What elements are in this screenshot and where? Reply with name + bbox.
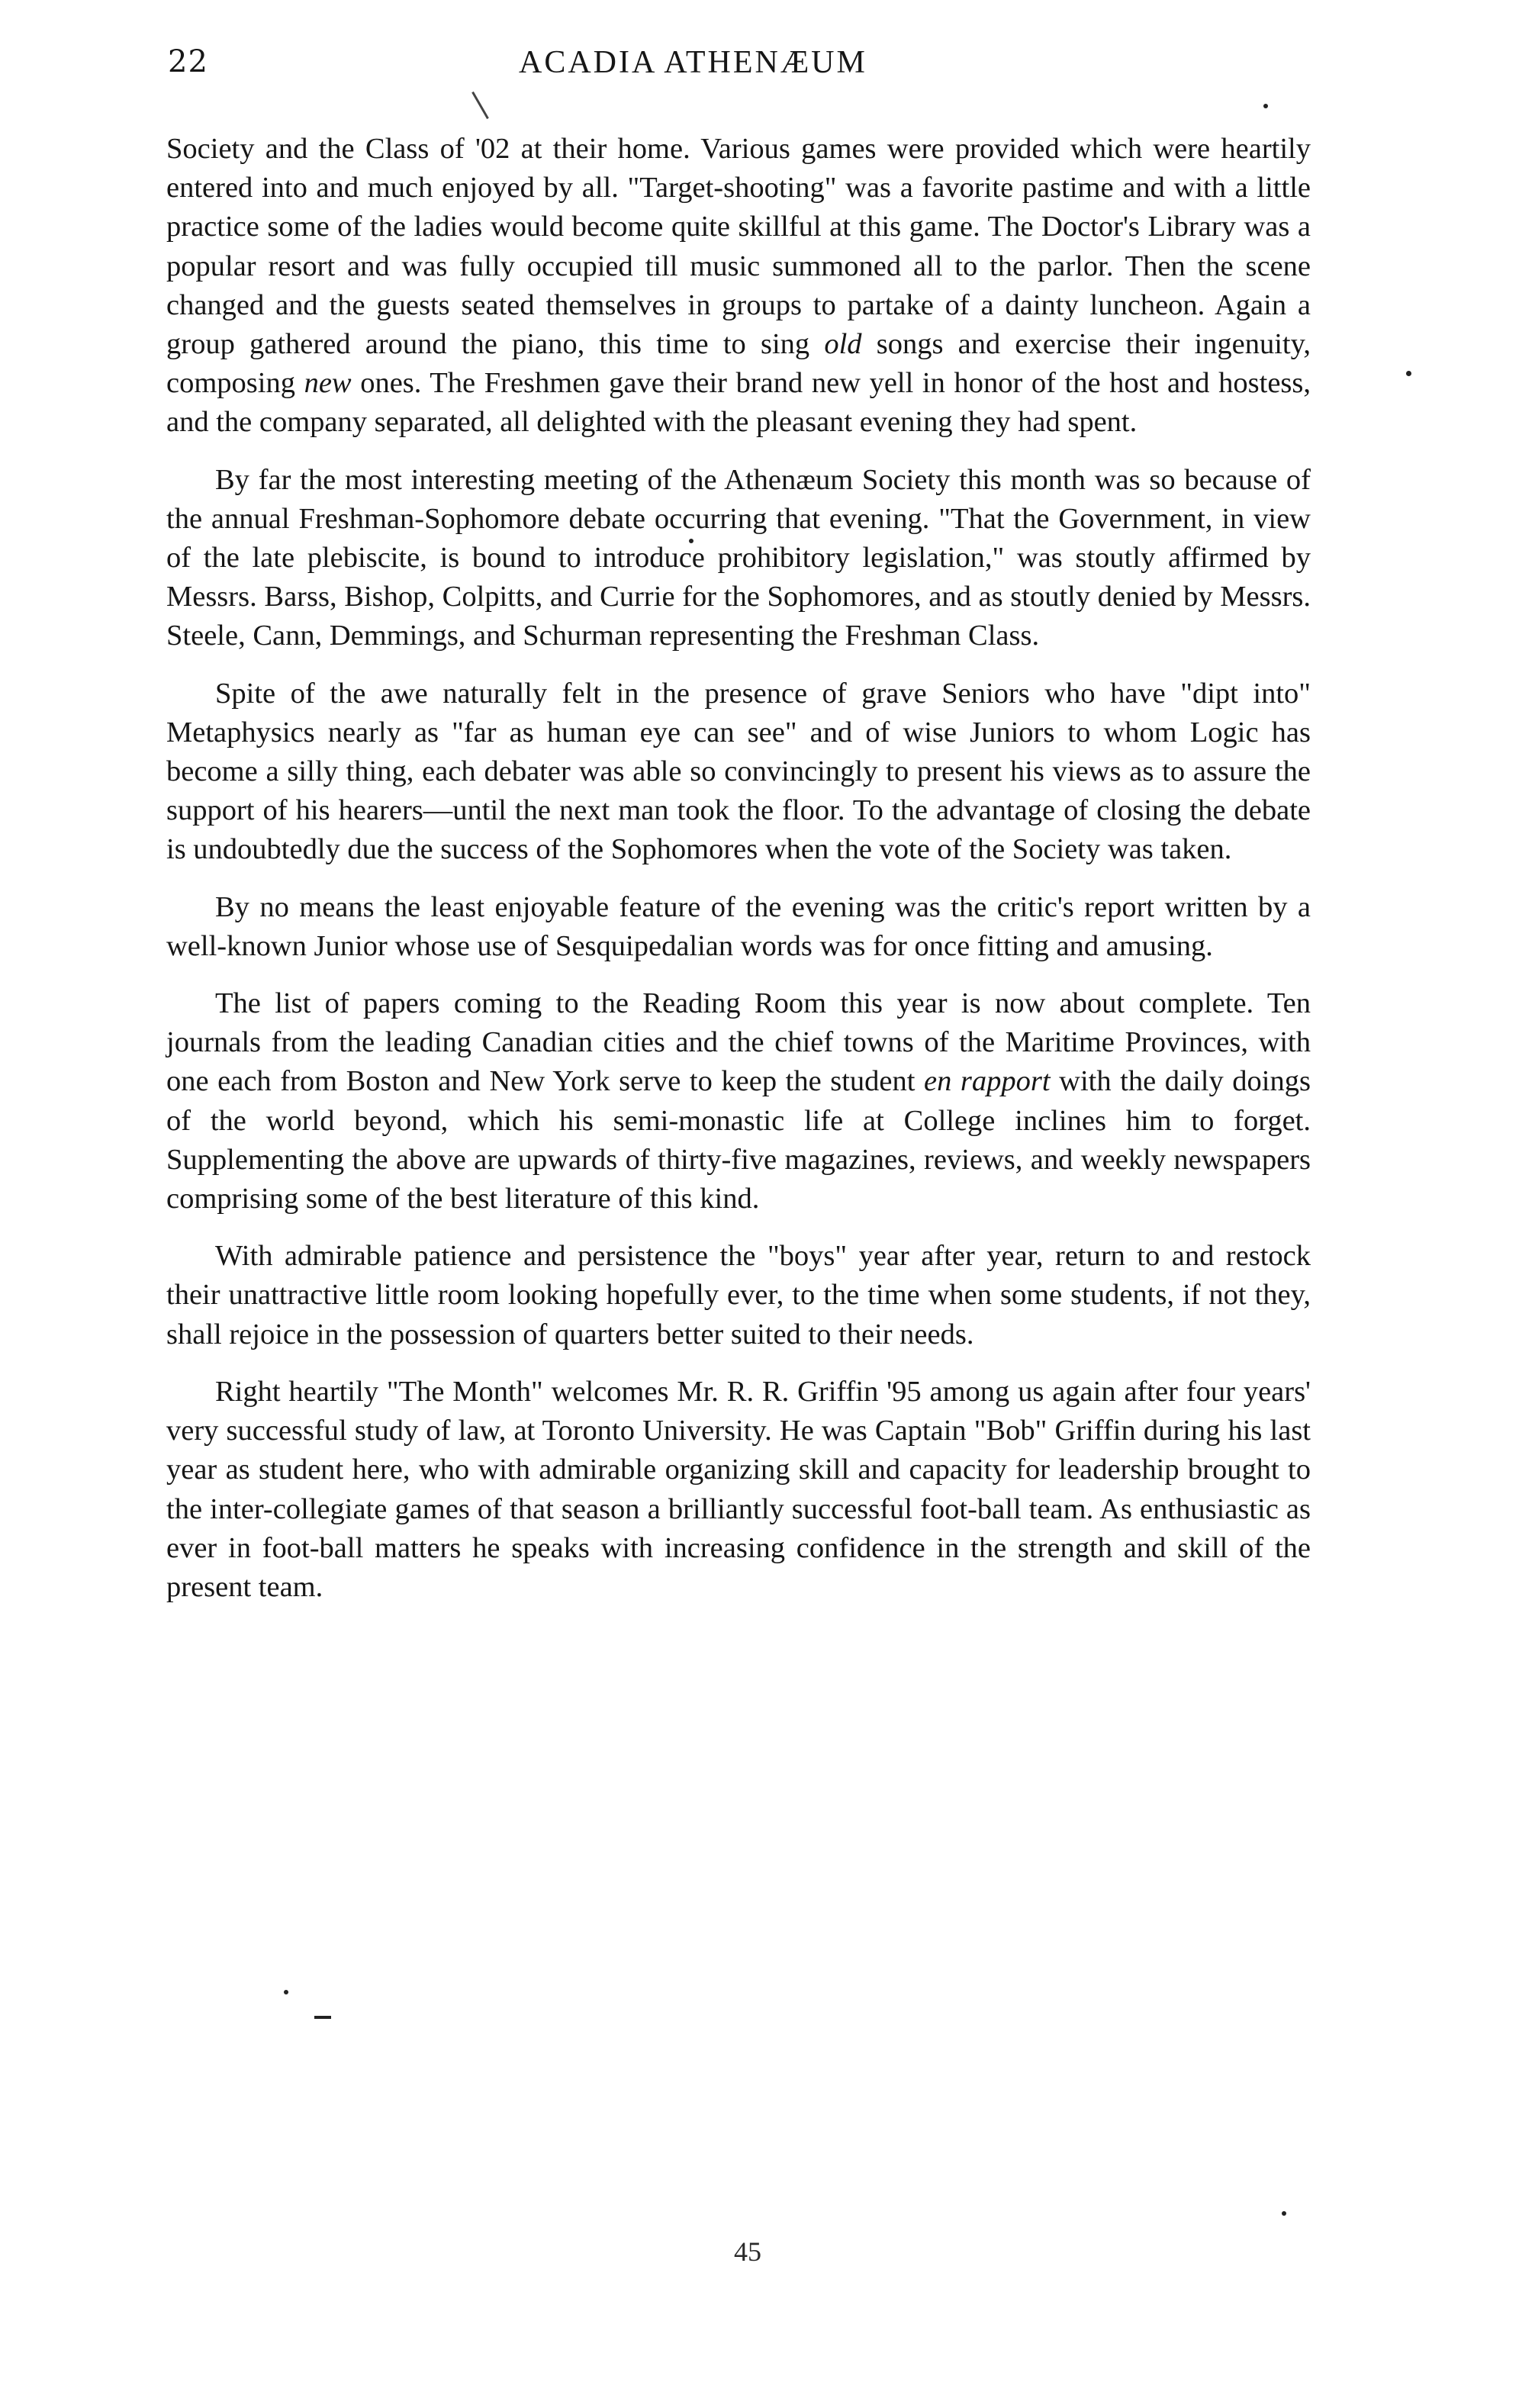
italic-word-new: new [304, 367, 352, 400]
paragraph-text: with the daily doings of the world beyond, which his semi-monastic life at College inclines him to forget. Supplementing the above are upwards of thirty-five magazines, reviews, and weekly newspapers comprising some of the best literature of this kind. [166, 1065, 1311, 1215]
scan-dash [314, 2016, 331, 2019]
italic-word-old: old [824, 328, 862, 361]
paragraph-text: ones. The Freshmen gave their brand new yell in honor of the host and hostess, and the company separated, all delighted with the pleasant evening they had spent. [166, 367, 1311, 439]
scan-speck [1282, 2211, 1286, 2216]
scan-speck [1406, 371, 1411, 376]
paragraph-reading-room [166, 984, 1311, 1218]
paragraph-text: Society and the Class of '02 at their home. Various games were provided which were heartily entered into and much enjoyed by all. "Target-shooting" was a favorite pastime and with a little practice some of the ladies would become quite skillful at this game. The Doctor's Library was a popular resort and was fully occupied till music summoned all to the parlor. Then the scene changed and the guests seated themselves in groups to partake of a dainty luncheon. Again a group gathered around the piano, this time to sing [166, 133, 1311, 361]
paragraph-critic: By no means the least enjoyable feature of the evening was the critic's report written by a well-known Junior whose use of Sesquipedalian words was for once fitting and amusing. [166, 890, 1311, 962]
paragraph-griffin: Right heartily "The Month" welcomes Mr. R. R. Griffin '95 among us again after four years' very successful study of law, at Toronto University. He was Captain "Bob" Griffin during his last year as student here, who with admirable organizing skill and capacity for leadership brought to the inter-collegiate games of that season a brilliantly successful foot-ball team. As enthusiastic as ever in foot-ball matters he speaks with increasing confidence in the strength and skill of the present team. [166, 1375, 1311, 1603]
paragraph-debaters: Spite of the awe naturally felt in the presence of grave Seniors who have "dipt into" Metaphysics nearly as "far as human eye can see" and of wise Juniors to whom Logic has become a silly thing, each debater was able so convincingly to present his views as to assure the support of his hearers—until the next man took the floor. To the advantage of closing the debate is undoubtedly due the success of the Sophomores when the vote of the Society was taken. [166, 677, 1311, 866]
journal-title: ACADIA ATHENÆUM [519, 45, 867, 80]
scan-mark [471, 92, 489, 119]
scan-speck [1263, 104, 1268, 108]
scan-speck [284, 1990, 288, 1994]
paragraph-debate: By far the most interesting meeting of the Athenæum Society this month was so because of the annual Freshman-Sophomore debate occurring that evening. "That the Government, in view of the late plebiscite, is bound to introduce prohibitory legislation," was stoutly affirmed by Messrs. Barss, Bishop, Colpitts, and Currie for the Sophomores, and as stoutly denied by Messrs. Steele, Cann, Demmings, and Schurman representing the Freshman Class. [166, 463, 1311, 652]
paragraph-boys: With admirable patience and persistence the "boys" year after year, return to and restock their unattractive little room looking hopefully ever, to the time when some students, if not they, shall rejoice in the possession of quarters better suited to their needs. [166, 1240, 1311, 1350]
page-number: 22 [168, 44, 208, 79]
folio-number: 45 [734, 2236, 761, 2267]
paragraph-text: The list of papers coming to the Reading Room this year is now about complete. Ten journals from the leading Canadian cities and the chief towns of the Maritime Provinces, with one each from Boston and New York serve to keep the student [166, 987, 1311, 1098]
italic-phrase-en-rapport: en rapport [924, 1065, 1051, 1098]
running-head [168, 44, 1312, 90]
paragraph-text: songs and exercise their ingenuity, composing [166, 328, 1311, 400]
paragraph-party [166, 130, 1311, 443]
article-body [166, 130, 1311, 1607]
